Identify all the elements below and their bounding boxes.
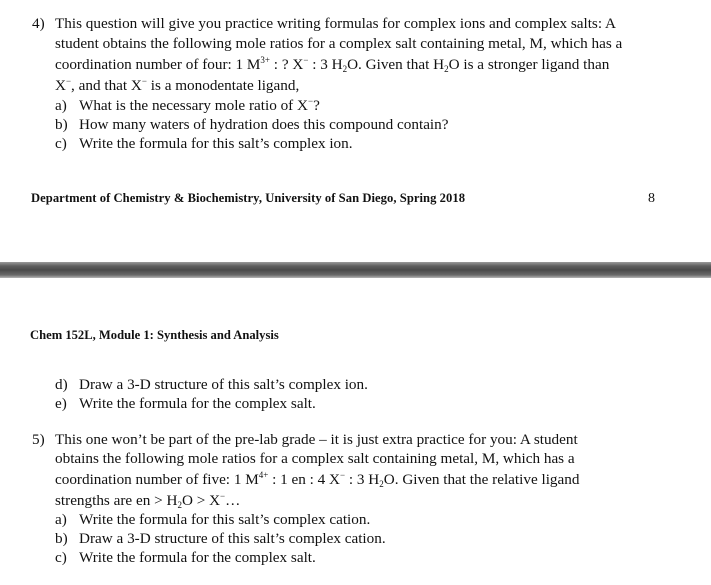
question-5-intro-line-2: obtains the following mole ratios for a complex salt containing metal, M, which has a [55, 450, 575, 467]
question-4a-text: What is the necessary mole ratio of X−? [79, 96, 320, 114]
question-5a-text: Write the formula for this salt’s complex cation. [79, 511, 371, 528]
question-4-intro-line-4: X−, and that X− is a monodentate ligand, [55, 76, 300, 94]
question-5b-label: b) [55, 530, 68, 547]
question-5c-label: c) [55, 549, 67, 566]
question-5c-text: Write the formula for the complex salt. [79, 549, 316, 566]
page-number: 8 [648, 191, 655, 206]
question-5b-text: Draw a 3-D structure of this salt’s complex cation. [79, 530, 386, 547]
page-footer: Department of Chemistry & Biochemistry, University of San Diego, Spring 2018 [31, 191, 466, 205]
page-separator [0, 262, 711, 278]
document-page-bottom [0, 278, 711, 585]
question-5-intro-line-1: This one won’t be part of the pre-lab grade – it is just extra practice for you: A student [55, 431, 578, 448]
page-header: Chem 152L, Module 1: Synthesis and Analysis [30, 328, 279, 342]
question-4-intro-line-3: coordination number of four: 1 $M^{3+}$ : ? X− : 3 $H_2O$. Given that $H_2O$ is a stronger ligand than [55, 55, 610, 74]
question-4d-text: Draw a 3-D structure of this salt’s complex ion. [79, 376, 368, 393]
question-4c-label: c) [55, 135, 67, 152]
question-4e-label: e) [55, 395, 67, 412]
question-4c-text: Write the formula for this salt’s complex ion. [79, 135, 353, 152]
question-4b-text: How many waters of hydration does this compound contain? [79, 116, 449, 133]
question-4a-label: a) [55, 97, 67, 114]
question-5-intro-line-3: coordination number of five: 1 $M^{4+}$ : 1 en : 4 X− : 3 $H_2O$. Given that the relative ligand [55, 470, 580, 489]
question-4e-text: Write the formula for the complex salt. [79, 395, 316, 412]
question-4d-label: d) [55, 376, 68, 393]
document-page-top [0, 0, 711, 266]
question-5-number: 5) [32, 431, 45, 448]
question-4-intro-line-2: student obtains the following mole ratios for a complex salt containing metal, M, which has a [55, 35, 623, 52]
question-5a-label: a) [55, 511, 67, 528]
question-4b-label: b) [55, 116, 68, 133]
question-4-number: 4) [32, 15, 45, 32]
question-5-intro-line-4: strengths are en > $H_2O$ > X−… [55, 491, 241, 510]
question-4-intro-line-1: This question will give you practice writing formulas for complex ions and complex salts: A [55, 15, 616, 32]
